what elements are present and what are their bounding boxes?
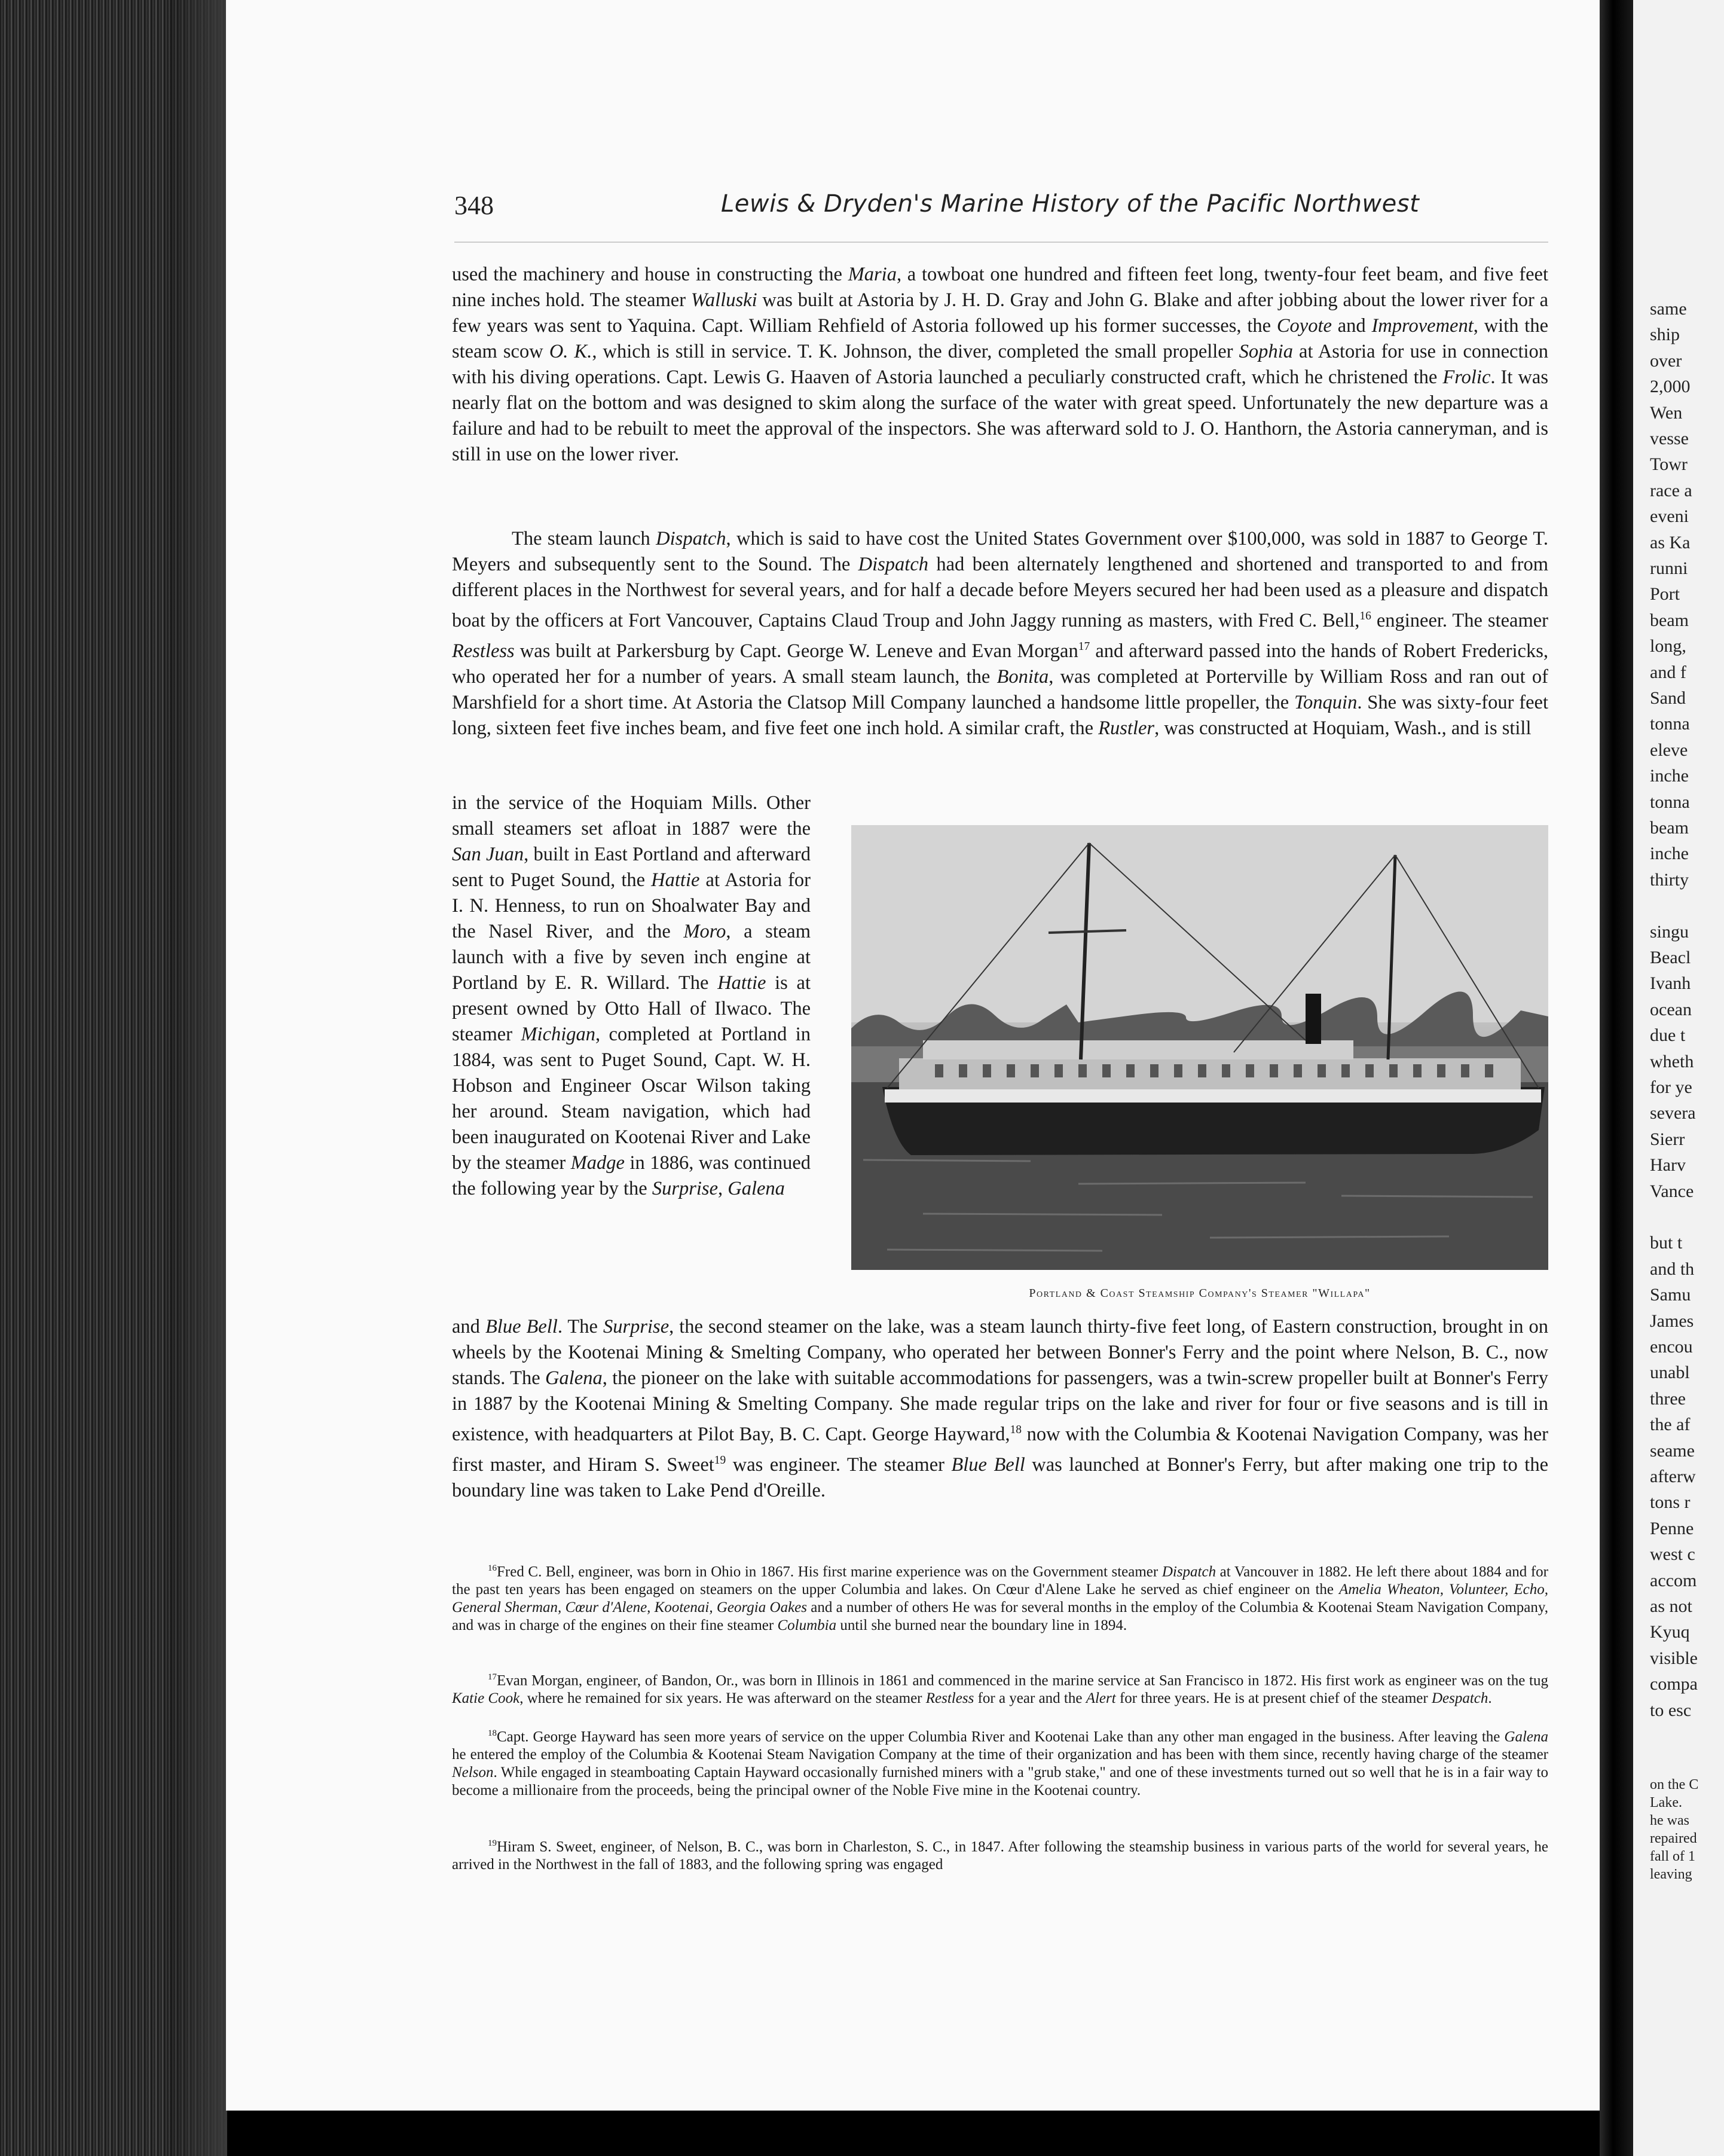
- facing-page-line: Towr: [1650, 454, 1688, 475]
- paragraph-2: The steam launch Dispatch, which is said to have cost the United States Government over $100,000, was sold in 1887 to George T. Meyers and subsequently sent to the Sound. The Dispatch had been alternately lengthened and shortened and transported to and from different places in the Northwest for several years, and for half a decade before Meyers secured her had been used as a pleasure and dispatch boat by the officers at Fort Vancouver, Captains Claud Troup and John Jaggy running as masters, with Fred C. Bell,$^{16}$ engineer. The steamer Restless was built at Parkersburg by Capt. George W. Leneve and Evan Morgan$^{17}$ and afterward passed into the hands of Robert Fredericks, who operated her for a number of years. A small steam launch, the Bonita, was completed at Porterville by William Ross and ran out of Marshfield for a short time. At Astoria the Clatsop Mill Company launched a handsome little propeller, the Tonquin. She was sixty-four feet long, sixteen feet five inches beam, and five feet one inch hold. A similar craft, the Rustler, was constructed at Hoquiam, Wash., and is still: [452, 528, 1548, 739]
- facing-page-line: unabl: [1650, 1363, 1690, 1383]
- page-number: 348: [454, 191, 494, 220]
- facing-page-line: to esc: [1650, 1700, 1692, 1720]
- facing-page-line: tonna: [1650, 792, 1690, 812]
- facing-page-line: thirty: [1650, 869, 1689, 890]
- photo-caption: Portland & Coast Steamship Company's Steamer "Willapa": [1029, 1287, 1371, 1300]
- footnote-18: $^{18}$Capt. George Hayward has seen more years of service on the upper Columbia River and Kootenai Lake than any other man engaged in the business. After leaving the Galena he entered the employ of the Columbia & Kootenai Steam Navigation Company at the time of their organization and has been with them since, recently having charge of the steamer Nelson. While engaged in steamboating Captain Hayward occasionally furnished miners with a "grub stake," and one of these investments turned out so well that he is in a fair way to become a millionaire from the proceeds, being the principal owner of the Noble Five mine in the Kootenai country.: [452, 1729, 1548, 1799]
- paragraph-2-continued: and Blue Bell. The Surprise, the second steamer on the lake, was a steam launch thirty-five feet long, of Eastern construction, brought in on wheels by the Kootenai Mining & Smelting Company, who operated her between Bonner's Ferry and the point where Nelson, B. C., now stands. The Galena, the pioneer on the lake with suitable accommodations for passengers, was a twin-screw propeller built at Bonner's Ferry in 1887 by the Kootenai Mining & Smelting Company. She made regular trips on the lake and river for four or five seasons and is till in existence, with headquarters at Pilot Bay, B. C. Capt. George Hayward,$^{18}$ now with the Columbia & Kootenai Navigation Company, was her first master, and Hiram S. Sweet$^{19}$ was engineer. The steamer Blue Bell was launched at Bonner's Ferry, but after making one trip to the boundary line was taken to Lake Pend d'Oreille.: [452, 1316, 1548, 1501]
- facing-page-line: Samu: [1650, 1285, 1691, 1305]
- facing-page-line: visible: [1650, 1648, 1698, 1668]
- paragraph-2-wrapped-column: in the service of the Hoquiam Mills. Other small steamers set afloat in 1887 were the San Juan, built in East Portland and afterward sent to Puget Sound, the Hattie at Astoria for I. N. Henness, to run on Shoalwater Bay and the Nasel River, and the Moro, a steam launch with a five by seven inch engine at Portland by E. R. Willard. The Hattie is at present owned by Otto Hall of Ilwaco. The steamer Michigan, completed at Portland in 1884, was sent to Puget Sound, Capt. W. H. Hobson and Engineer Oscar Wilson taking her around. Steam navigation, which had been inaugurated on Kootenai River and Lake by the steamer Madge in 1886, was continued the following year by the Surprise, Galena: [452, 792, 811, 1199]
- facing-page-line: inche: [1650, 766, 1689, 786]
- facing-page-footnote-line: fall of 1: [1650, 1849, 1695, 1864]
- facing-page-line: encou: [1650, 1337, 1693, 1357]
- facing-page-line: runni: [1650, 558, 1688, 578]
- facing-page-line: but t: [1650, 1233, 1683, 1253]
- paragraph-1: used the machinery and house in constructing the Maria, a towboat one hundred and fifteen feet long, twenty-four feet beam, and five feet nine inches hold. The steamer Walluski was built at Astoria by J. H. D. Gray and John G. Blake and after jobbing about the lower river for a few years was sent to Yaquina. Capt. William Rehfield of Astoria followed up his former successes, the Coyote and Improvement, with the steam scow O. K., which is still in service. T. K. Johnson, the diver, completed the small propeller Sophia at Astoria for use in connection with his diving operations. Capt. Lewis G. Haaven of Astoria launched a peculiarly constructed craft, which he christened the Frolic. It was nearly flat on the bottom and was designed to skim along the surface of the water with great speed. Unfortunately the new departure was a failure and had to be rebuilt to meet the approval of the inspectors. She was afterward sold to J. O. Hanthorn, the Astoria canneryman, and is still in use on the lower river.: [452, 264, 1549, 465]
- facing-page-footnote-line: repaired: [1650, 1831, 1697, 1846]
- facing-page-line: as Ka: [1650, 532, 1691, 552]
- facing-page-line: Harv: [1650, 1155, 1686, 1175]
- facing-page-line: Sand: [1650, 688, 1686, 708]
- facing-page-line: long,: [1650, 636, 1686, 656]
- facing-page-line: Penne: [1650, 1518, 1694, 1538]
- facing-page-line: over: [1650, 350, 1682, 371]
- facing-page-line: the af: [1650, 1415, 1691, 1435]
- facing-page-line: inche: [1650, 844, 1689, 864]
- facing-page-line: tons r: [1650, 1492, 1691, 1513]
- facing-page-line: beam: [1650, 610, 1689, 630]
- facing-page-fragment: [1633, 0, 1724, 2156]
- facing-page-line: tonna: [1650, 714, 1690, 734]
- facing-page-footnote-line: Lake.: [1650, 1795, 1682, 1810]
- steamer-willapa-photo: [851, 825, 1548, 1270]
- facing-page-line: west c: [1650, 1544, 1695, 1565]
- facing-page-line: compa: [1650, 1674, 1698, 1694]
- facing-page-line: for ye: [1650, 1077, 1692, 1097]
- facing-page-footnote-line: he was: [1650, 1813, 1689, 1828]
- facing-page-line: eleve: [1650, 740, 1688, 760]
- facing-page-line: three: [1650, 1388, 1686, 1409]
- facing-page-line: race a: [1650, 480, 1692, 500]
- facing-page-line: vesse: [1650, 429, 1689, 448]
- facing-page-line: Port: [1650, 584, 1680, 604]
- facing-page-line: wheth: [1650, 1051, 1694, 1071]
- facing-page-line: singu: [1650, 921, 1689, 942]
- facing-page-line: afterw: [1650, 1467, 1696, 1486]
- header-rule: [454, 242, 1548, 243]
- binding-shadow: [167, 0, 227, 2156]
- facing-page-line: Ivanh: [1650, 973, 1691, 994]
- facing-page-line: accom: [1650, 1570, 1697, 1590]
- facing-page-line: and f: [1650, 662, 1686, 682]
- facing-page-line: severa: [1650, 1103, 1696, 1123]
- facing-page-line: 2,000: [1650, 377, 1691, 397]
- footnote-16: $^{16}$Fred C. Bell, engineer, was born in Ohio in 1867. His first marine experience was on the Government steamer Dispatch at Vancouver in 1882. He left there about 1884 and for the past ten years has been engaged on steamers on the upper Columbia and lakes. On Cœur d'Alene Lake he served as chief engineer on the Amelia Wheaton, Volunteer, Echo, General Sherman, Cœur d'Alene, Kootenai, Georgia Oakes and a number of others He was for several months in the employ of the Columbia & Kootenai Steam Navigation Company, and was in charge of the engines on their fine steamer Columbia until she burned near the boundary line in 1894.: [452, 1563, 1549, 1634]
- facing-page-line: ship: [1650, 325, 1680, 345]
- footnote-19: $^{19}$Hiram S. Sweet, engineer, of Nelson, B. C., was born in Charleston, S. C., in 1847. After following the steamship business in various parts of the world for several years, he arrived in the Northwest in the fall of 1883, and the following spring was engaged: [452, 1839, 1548, 1873]
- facing-page-line: Beacl: [1650, 948, 1691, 967]
- facing-page-line: Kyuq: [1650, 1622, 1690, 1642]
- running-head: Lewis & Dryden's Marine History of the Pacific Northwest: [721, 190, 1420, 218]
- facing-page-line: due t: [1650, 1025, 1686, 1046]
- steamer-photo-illustration: [851, 825, 1548, 1270]
- facing-page-line: and th: [1650, 1259, 1695, 1279]
- facing-page-footnote-line: leaving: [1650, 1867, 1692, 1882]
- facing-page-line: seame: [1650, 1440, 1695, 1461]
- facing-page-line: same: [1650, 299, 1687, 319]
- page-gutter: [1600, 0, 1633, 2156]
- facing-page-footnote-line: on the C: [1650, 1777, 1699, 1792]
- facing-page-line: Sierr: [1650, 1129, 1685, 1149]
- facing-page-line: James: [1650, 1311, 1694, 1331]
- facing-page-line: as not: [1650, 1596, 1692, 1616]
- facing-page-line: beam: [1650, 818, 1689, 838]
- facing-page-line: eveni: [1650, 506, 1689, 527]
- facing-page-line: Wen: [1650, 402, 1683, 423]
- facing-page-line: Vance: [1650, 1181, 1694, 1201]
- facing-page-line: ocean: [1650, 999, 1692, 1019]
- footnote-17: $^{17}$Evan Morgan, engineer, of Bandon, Or., was born in Illinois in 1861 and commenced in the marine service at San Francisco in 1872. His first work as engineer was on the tug Katie Cook, where he remained for six years. He was afterward on the steamer Restless for a year and the Alert for three years. He is at present chief of the steamer Despatch.: [452, 1672, 1548, 1707]
